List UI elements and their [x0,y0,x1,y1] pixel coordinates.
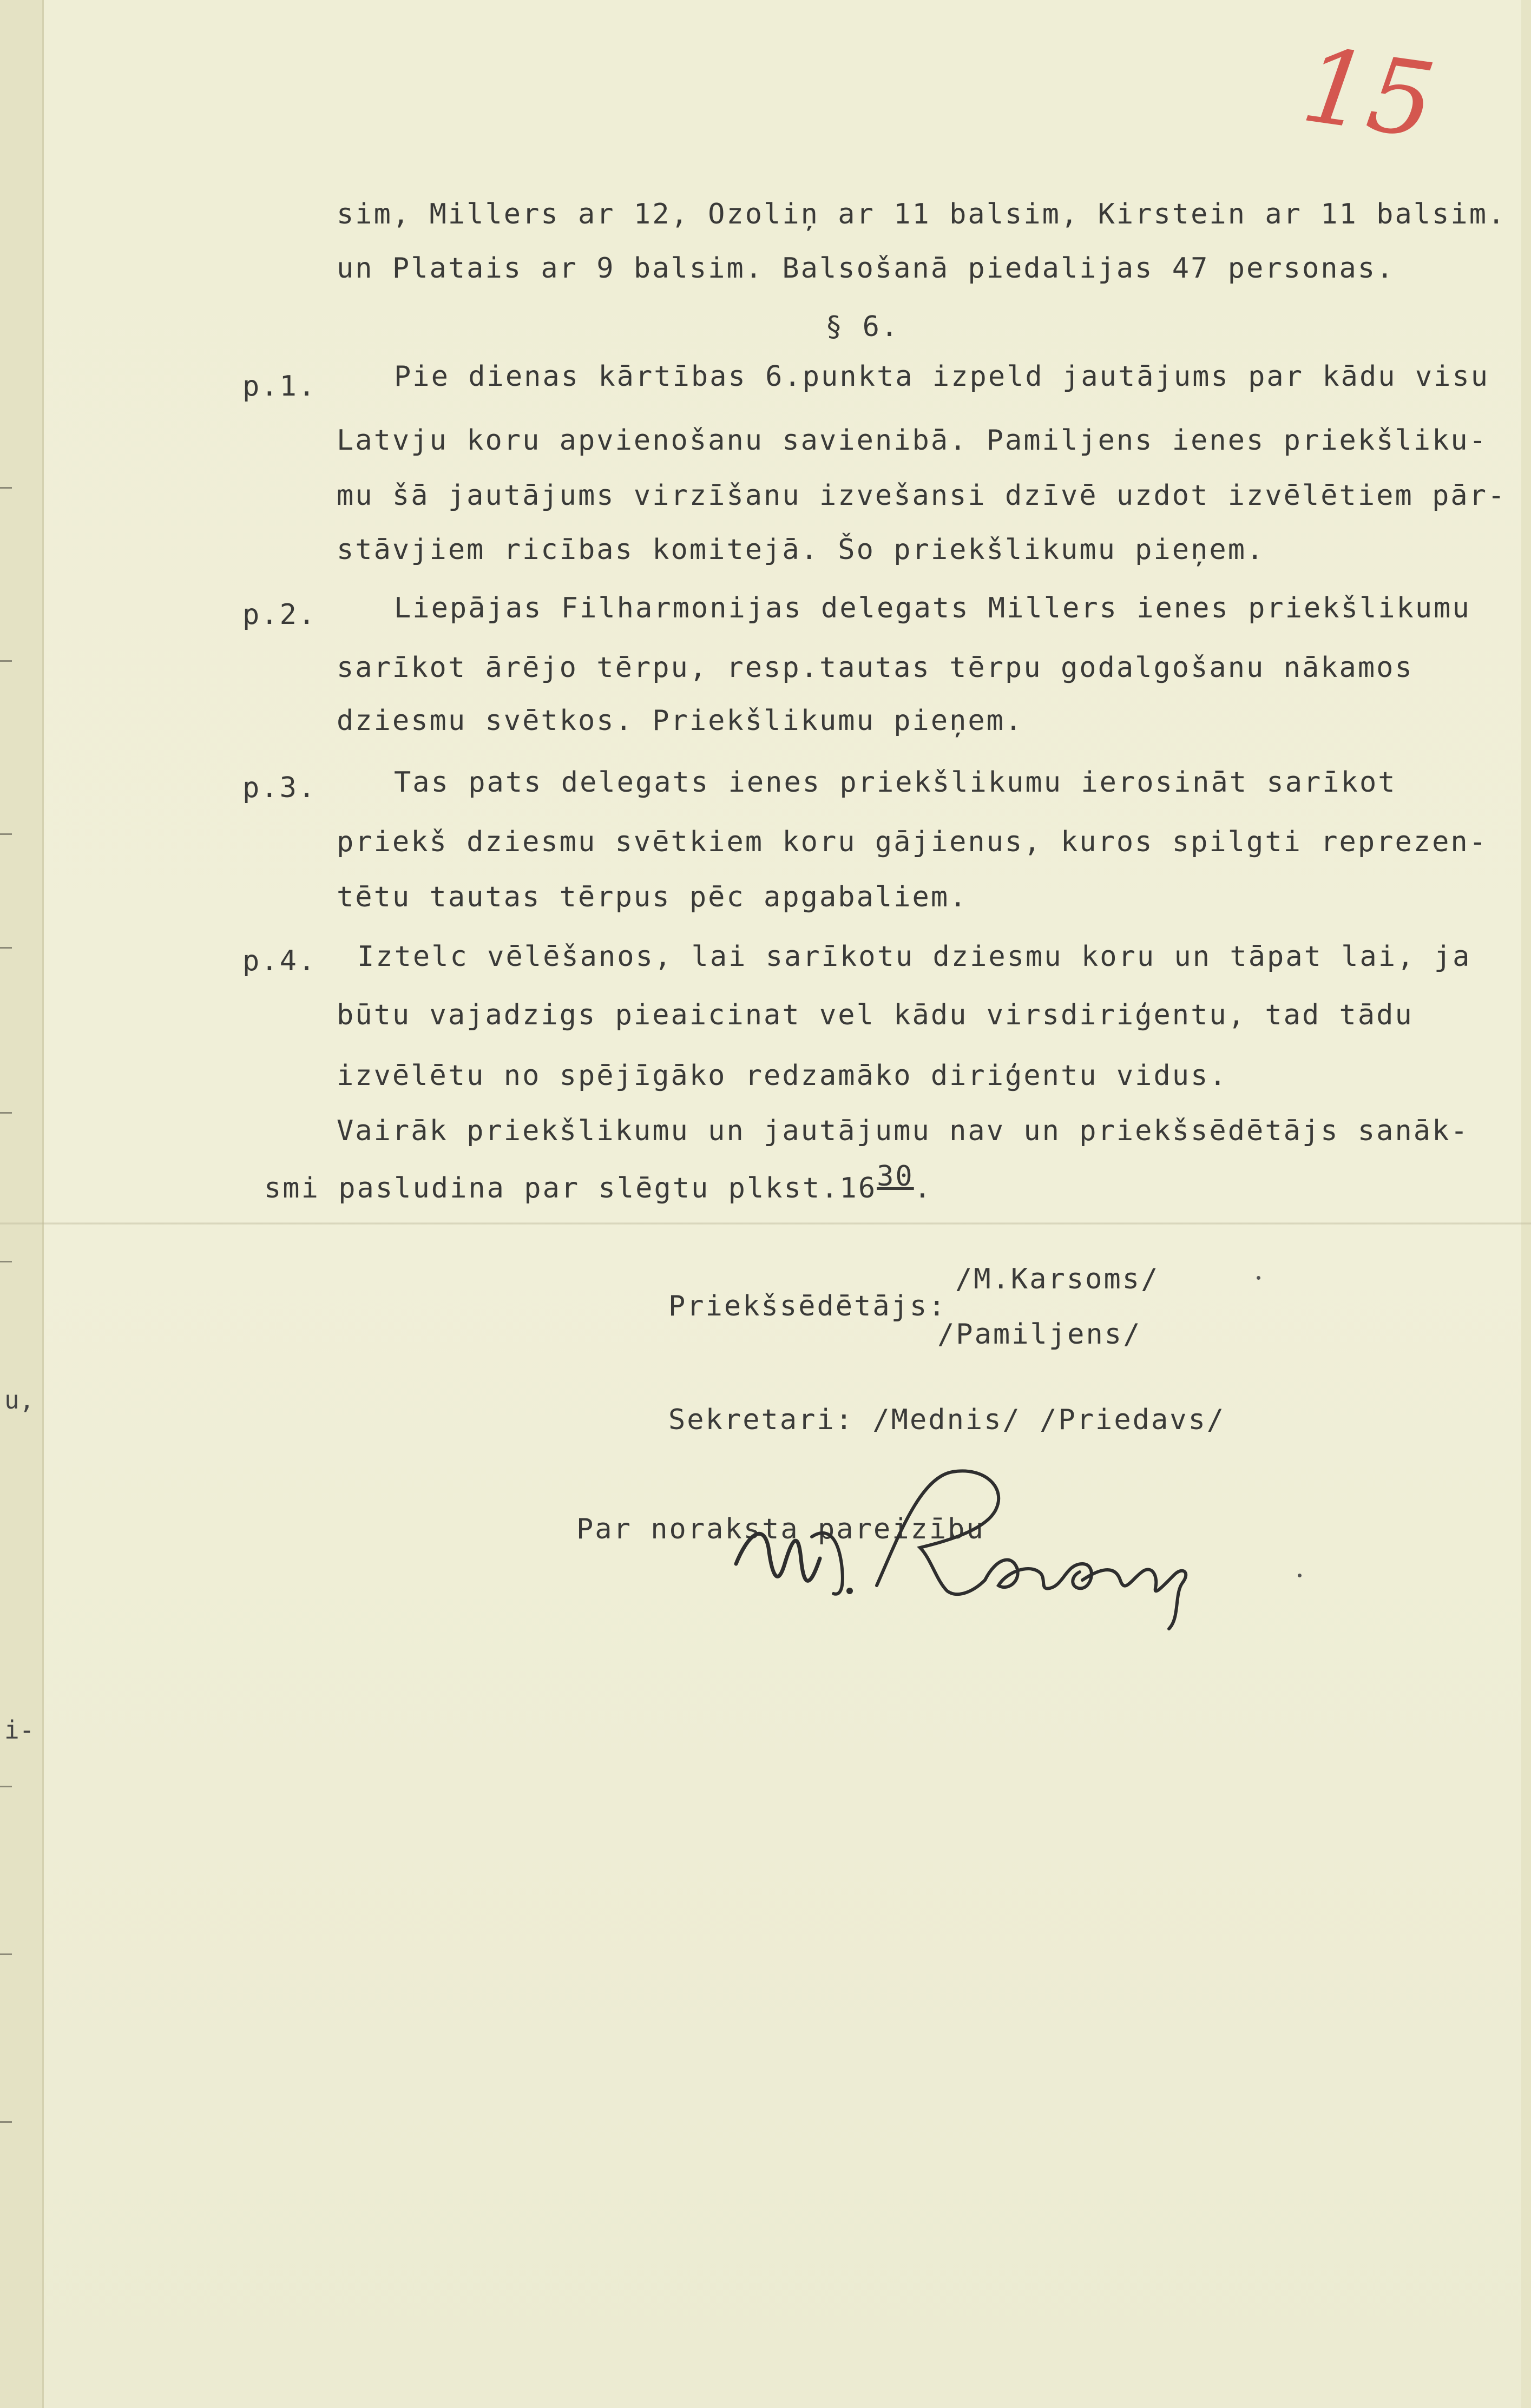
closing-text: smi pasludina par slēgtu plkst.16 [264,1172,877,1205]
closing-time-superscript: 30 [877,1160,914,1193]
body-line: un Platais ar 9 balsim. Balsošanā piedalijas 47 personas. [337,252,1395,285]
body-line: priekš dziesmu svētkiem koru gājienus, kuros spilgti reprezen- [337,826,1488,858]
body-line: tētu tautas tērpus pēc apgabaliem. [337,881,968,913]
ink-dot [1257,1276,1260,1280]
handwritten-signature [704,1456,1218,1634]
body-line: sim, Millers ar 12, Ozoliņ ar 11 balsim, Kirstein ar 11 balsim. [337,198,1507,231]
point-label: p.1. [242,370,317,403]
margin-tick [0,947,12,949]
secretaries-line: Sekretari: /Mednis/ /Priedavs/ [668,1404,1226,1436]
margin-tick [0,1953,12,1955]
paper-right-edge [1521,0,1531,2408]
body-line: būtu vajadzigs pieaicinat vel kādu virsdiriģentu, tad tādu [337,999,1414,1031]
adjacent-page-edge [0,0,44,2408]
body-line: dziesmu svētkos. Priekšlikumu pieņem. [337,705,1024,737]
certification-line: Par noraksta pareizību [576,1513,985,1545]
chair-name: /M.Karsoms/ [955,1263,1160,1295]
page-number: 15 [1295,25,1442,162]
edge-text: u, [4,1385,35,1414]
body-line: Pie dienas kārtības 6.punkta izpeld jautājums par kādu visu [394,360,1490,393]
point-label: p.4. [242,945,317,977]
margin-tick [0,2121,12,2123]
chair-name: /Pamiljens/ [937,1318,1142,1351]
point-label: p.2. [242,598,317,631]
body-line: Iztelc vēlēšanos, lai sarīkotu dziesmu koru un tāpat lai, ja [357,940,1471,973]
body-line: Latvju koru apvienošanu savienibā. Pamiljens ienes priekšliku- [337,424,1488,457]
body-line: izvēlētu no spējīgāko redzamāko diriģentu vidus. [337,1060,1228,1092]
margin-tick [0,1261,12,1262]
ink-dot [1298,1574,1302,1577]
margin-tick [0,833,12,835]
margin-tick [0,487,12,489]
paper-fold-line [0,1222,1531,1225]
body-line: stāvjiem ricības komitejā. Šo priekšlikumu pieņem. [337,534,1265,566]
closing-period: . [914,1172,933,1205]
margin-tick [0,1786,12,1787]
closing-line [264,1160,933,1205]
body-line: Tas pats delegats ienes priekšlikumu ierosināt sarīkot [394,766,1397,799]
body-line: Liepājas Filharmonijas delegats Millers ienes priekšlikumu [394,592,1471,624]
margin-tick [0,660,12,662]
closing-line: Vairāk priekšlikumu un jautājumu nav un priekšsēdētājs sanāk- [337,1115,1469,1147]
body-line: mu šā jautājums virzīšanu izvešansi dzīvē uzdot izvēlētiem pār- [337,479,1507,512]
body-line: sarīkot ārējo tērpu, resp.tautas tērpu godalgošanu nākamos [337,652,1414,684]
section-heading: § 6. [825,311,900,343]
point-label: p.3. [242,772,317,804]
margin-tick [0,1112,12,1114]
chair-label: Priekšsēdētājs: [668,1290,947,1323]
edge-text: i- [4,1715,35,1745]
